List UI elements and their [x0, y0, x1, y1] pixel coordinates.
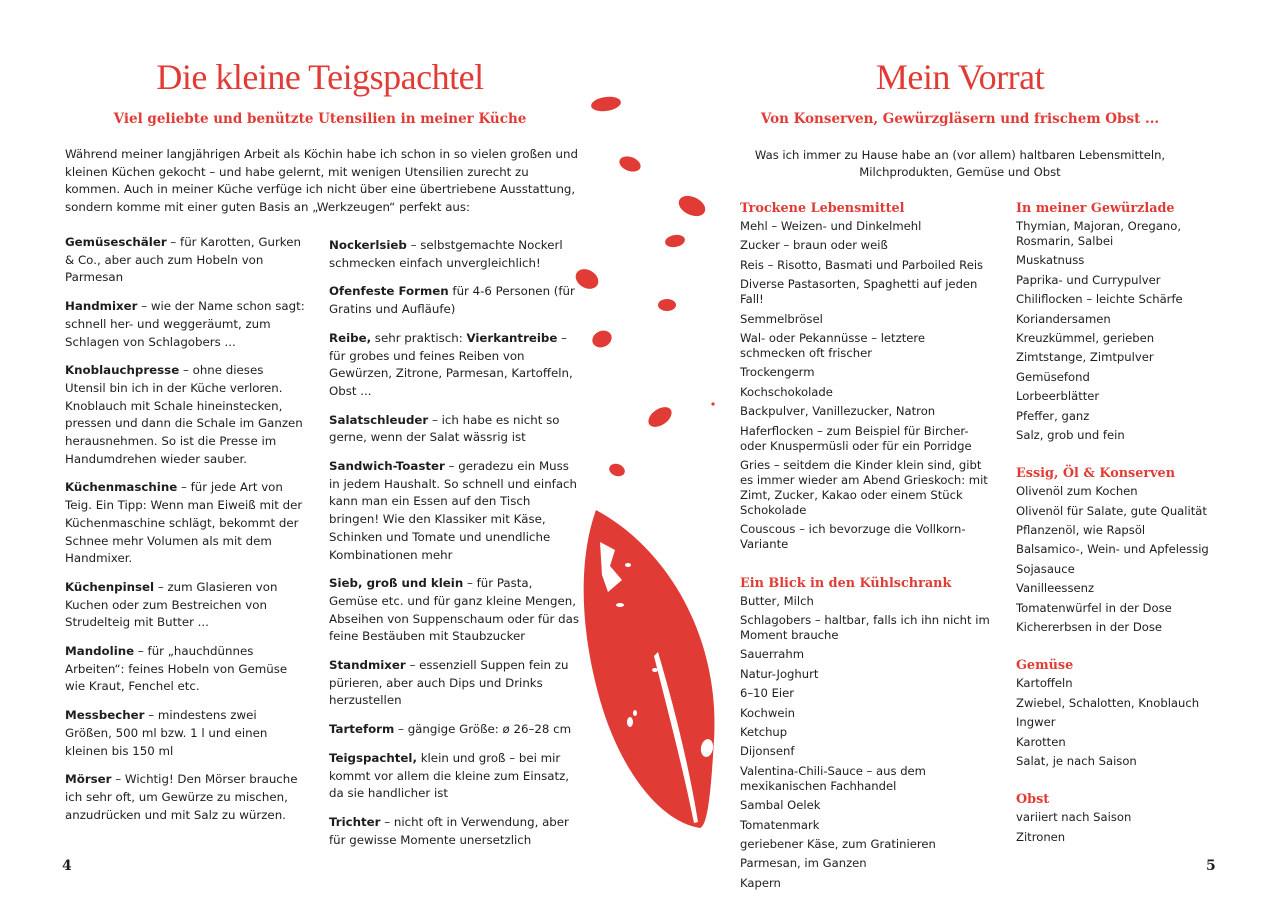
- utensil-description: – für Karotten, Gurken & Co., aber auch zum Hobeln von Parmesan: [65, 235, 301, 285]
- pantry-item: Vanilleessenz: [1016, 581, 1095, 596]
- utensil-entry: [329, 750, 581, 803]
- pantry-item: Salat, je nach Saison: [1016, 753, 1137, 768]
- left-page-intro: Während meiner langjährigen Arbeit als Köchin habe ich schon in so vielen großen und kleinen Küchen gekocht – und habe gelernt, mit wenigen Utensilien zurecht zu kommen. Auch in meiner Küche verfüge ich nicht über eine übertriebene Ausstattung, sondern komme mit einer guten Basis an „Werkzeugen“ perfekt aus:: [65, 147, 578, 215]
- petal-shape: [645, 403, 675, 431]
- pantry-item: Tomatenmark: [740, 817, 820, 832]
- utensil-name: Sieb, groß und klein: [329, 576, 464, 591]
- utensil-entry: [65, 579, 305, 632]
- utensil-entry: [65, 771, 305, 824]
- leaf-speck: [652, 668, 658, 672]
- pantry-item: Couscous – ich bevorzuge die Vollkorn-Variante: [740, 522, 966, 552]
- utensil-name: Gemüseschäler: [65, 235, 167, 249]
- utensil-name: Vierkantreibe: [466, 330, 558, 345]
- utensil-description: – für grobes und feines Reiben von Gewürzen, Zitrone, Parmesan, Kartoffeln, Obst ...: [329, 330, 573, 398]
- section-heading: In meiner Gewürzlade: [1016, 201, 1175, 216]
- right-page-intro: Was ich immer zu Hause habe an (vor allem) haltbaren Lebensmitteln, Milchprodukten, Gemüse und Obst: [754, 148, 1166, 179]
- petal-shape: [607, 462, 626, 479]
- pantry-item: Sambal Oelek: [740, 798, 821, 813]
- utensil-description: sehr praktisch:: [371, 330, 467, 345]
- pantry-item: Karotten: [1016, 734, 1066, 749]
- pantry-item: Dijonsenf: [740, 744, 795, 759]
- leaf-speck: [633, 710, 637, 716]
- pantry-item: Thymian, Majoran, Oregano, Rosmarin, Salbei: [1016, 219, 1182, 248]
- leaf-speck: [616, 603, 624, 607]
- utensil-name: Messbecher: [65, 708, 145, 723]
- pantry-item: geriebener Käse, zum Gratinieren: [740, 836, 936, 851]
- petal-shape: [664, 233, 686, 248]
- leaf-speck: [625, 563, 631, 567]
- pantry-item: Sauerrahm: [740, 647, 805, 662]
- pantry-item: Diverse Pastasorten, Spaghetti auf jeden Fall!: [740, 277, 978, 307]
- petal-shape: [617, 154, 642, 175]
- utensil-description: – mindestens zwei Größen, 500 ml bzw. 1 l und einen kleinen bis 150 ml: [65, 708, 268, 758]
- pantry-item: Kochwein: [740, 705, 796, 720]
- utensil-description: – selbstgemachte Nockerl schmecken einfach unvergleichlich!: [329, 238, 563, 270]
- utensil-entry: [329, 657, 581, 710]
- pantry-item: Backpulver, Vanillezucker, Natron: [740, 404, 936, 419]
- utensil-description: – gängige Größe: ø 26–28 cm: [394, 722, 572, 737]
- page-number-right: 5: [1206, 858, 1216, 874]
- utensil-description: – geradezu ein Muss in jedem Haushalt. So schnell und einfach kann man ein Essen auf den Tisch bringen! Wie den Klassiker mit Käse, Schinken und Tomate und unendliche Kombinationen mehr: [329, 459, 578, 562]
- utensil-name: Küchenmaschine: [65, 480, 178, 495]
- pantry-item: Butter, Milch: [740, 593, 814, 608]
- utensil-description: – wie der Name schon sagt: schnell her- und weggeräumt, zum Schlagen von Schlagobers ...: [65, 299, 305, 349]
- pantry-item: Zitronen: [1016, 829, 1066, 844]
- pantry-item: Parmesan, im Ganzen: [740, 856, 867, 871]
- utensil-entry: [65, 479, 305, 568]
- utensil-entry: [329, 283, 581, 318]
- utensil-name: Ofenfeste Formen: [329, 284, 449, 299]
- utensil-name: Teigspachtel,: [329, 750, 417, 765]
- utensil-name: Handmixer: [65, 299, 138, 314]
- pantry-item: Zwiebel, Schalotten, Knoblauch: [1016, 695, 1200, 710]
- utensil-description: – für Pasta, Gemüse etc. und für ganz kleine Mengen, Abseihen von Suppenschaum oder für das feine Bestäuben mit Staubzucker: [329, 576, 580, 644]
- utensils-column-2: [329, 237, 581, 860]
- utensils-column-1: [65, 234, 305, 835]
- pantry-item: Ketchup: [740, 725, 788, 740]
- utensil-name: Sandwich-Toaster: [329, 459, 445, 474]
- pantry-item: Tomatenwürfel in der Dose: [1016, 600, 1172, 615]
- utensil-name: Mandoline: [65, 644, 135, 659]
- pantry-item: Salz, grob und fein: [1016, 427, 1125, 442]
- petal-shape: [590, 95, 622, 113]
- utensil-entry: [329, 412, 581, 447]
- pantry-column-2: [1016, 200, 1216, 849]
- pantry-item: Ingwer: [1016, 715, 1056, 730]
- utensil-name: Salatschleuder: [329, 412, 429, 427]
- page-number-left: 4: [62, 858, 72, 874]
- right-page-subtitle: Von Konserven, Gewürzgläsern und frischem Obst ...: [760, 111, 1160, 127]
- utensil-entry: [65, 234, 305, 287]
- pantry-item: variiert nach Saison: [1016, 810, 1132, 825]
- pantry-item: Pfeffer, ganz: [1016, 408, 1090, 423]
- utensil-description: – zum Glasieren von Kuchen oder zum Bestreichen von Strudelteig mit Butter ...: [65, 579, 278, 630]
- petal-shape: [572, 265, 602, 293]
- pantry-item: Mehl – Weizen- und Dinkelmehl: [740, 219, 922, 233]
- utensil-entry: [65, 362, 305, 468]
- pantry-item: Paprika- und Currypulver: [1016, 272, 1161, 287]
- pantry-item: Natur-Joghurt: [740, 666, 819, 681]
- utensil-name: Tarteform: [329, 722, 395, 737]
- utensil-description: – für jede Art von Teig. Ein Tipp: Wenn man Eiweiß mit der Küchenmaschine schlägt, bekommt der Schnee mehr Volumen als mit dem Handmixer.: [65, 480, 303, 566]
- pantry-item: Wal- oder Pekannüsse – letztere schmecken oft frischer: [740, 330, 926, 360]
- pantry-item: Semmelbrösel: [740, 311, 823, 326]
- section-heading: Ein Blick in den Kühlschrank: [740, 575, 952, 591]
- utensil-description: – ich habe es nicht so gerne, wenn der Salat wässrig ist: [329, 412, 560, 445]
- pantry-item: Olivenöl für Salate, gute Qualität: [1016, 503, 1207, 518]
- leaf-illustration: [560, 80, 740, 840]
- utensil-entry: [329, 330, 581, 401]
- left-page-title: Die kleine Teigspachtel: [156, 57, 484, 97]
- left-page-subtitle: Viel geliebte und benützte Utensilien in meiner Küche: [113, 111, 527, 127]
- section-heading: Gemüse: [1016, 658, 1074, 674]
- pantry-item: Muskatnuss: [1016, 253, 1085, 268]
- pantry-item: Valentina-Chili-Sauce – aus dem mexikanischen Fachhandel: [740, 763, 926, 793]
- pantry-item: Reis – Risotto, Basmati und Parboiled Reis: [740, 257, 984, 272]
- utensil-description: – Wichtig! Den Mörser brauche ich sehr oft, um Gewürze zu mischen, anzudrücken und mit Salz zu würzen.: [65, 772, 298, 822]
- pantry-item: Sojasauce: [1016, 561, 1075, 576]
- petal-shape: [590, 328, 615, 351]
- utensil-entry: [329, 814, 581, 849]
- pantry-item: Kreuzkümmel, gerieben: [1016, 330, 1155, 345]
- utensil-name: Mörser: [65, 772, 112, 787]
- utensil-description: – essenziell Suppen fein zu pürieren, aber auch Dips und Drinks herzustellen: [329, 658, 569, 708]
- pantry-item: Kochschokolade: [740, 384, 833, 399]
- utensil-description: – für „hauchdünnes Arbeiten“: feines Hobeln von Gemüse wie Kraut, Fenchel etc.: [65, 644, 288, 694]
- utensil-description: – ohne dieses Utensil bin ich in der Küche verloren. Knoblauch mit Schale hineinstecken, pressen und dann die Schale im Ganzen herausnehmen. So ist die Presse im Handumdrehen wieder sauber.: [65, 363, 303, 466]
- utensil-description: für 4-6 Personen (für Gratins und Aufläufe): [329, 284, 575, 317]
- pantry-item: Olivenöl zum Kochen: [1016, 484, 1138, 499]
- utensil-entry: [329, 237, 581, 272]
- pantry-item: Trockengerm: [740, 365, 815, 380]
- pantry-item: Schlagobers – haltbar, falls ich ihn nicht im Moment brauche: [740, 613, 990, 643]
- utensil-name: Standmixer: [329, 658, 406, 673]
- pantry-item: Kapern: [740, 875, 781, 890]
- pantry-item: Koriandersamen: [1016, 311, 1111, 326]
- utensil-name: Knoblauchpresse: [65, 363, 180, 378]
- utensil-entry: [329, 458, 581, 564]
- pantry-item: Kartoffeln: [1016, 676, 1073, 691]
- petal-dot: [711, 402, 714, 405]
- pantry-item: Balsamico-, Wein- und Apfelessig: [1016, 542, 1209, 557]
- utensil-entry: [65, 643, 305, 696]
- section-heading: Essig, Öl & Konserven: [1016, 466, 1176, 482]
- petal-shape: [676, 192, 709, 220]
- pantry-item: Zucker – braun oder weiß: [740, 238, 888, 253]
- leaf-speck: [627, 717, 633, 727]
- pantry-item: Lorbeerblätter: [1016, 389, 1100, 404]
- utensil-name: Küchenpinsel: [65, 579, 155, 594]
- pantry-column-1: [740, 200, 990, 895]
- pantry-item: Kichererbsen in der Dose: [1016, 620, 1163, 635]
- utensil-entry: [329, 575, 581, 646]
- pantry-item: Gemüsefond: [1016, 369, 1090, 384]
- petal-shape: [658, 299, 676, 311]
- pantry-item: Pflanzenöl, wie Rapsöl: [1016, 523, 1146, 538]
- utensil-entry: [65, 298, 305, 351]
- pantry-item: Gries – seitdem die Kinder klein sind, gibt es immer wieder am Abend Grieskoch: mit Zimt, Zucker, Kakao oder einem Stück Schokolade: [740, 457, 988, 517]
- section-heading: Trockene Lebensmittel: [740, 201, 905, 216]
- utensil-description: klein und groß – bei mir kommt vor allem die kleine zum Einsatz, da sie handlicher ist: [329, 750, 570, 801]
- pantry-item: 6–10 Eier: [740, 686, 795, 701]
- utensil-description: – nicht oft in Verwendung, aber für gewisse Momente unersetzlich: [329, 814, 569, 847]
- section-heading: Obst: [1016, 792, 1050, 808]
- pantry-item: Haferflocken – zum Beispiel für Bircher- oder Knuspermüsli oder für ein Porridge: [740, 423, 972, 453]
- utensil-entry: [329, 721, 581, 739]
- utensil-name: Reibe,: [329, 330, 372, 345]
- pantry-item: Chiliflocken – leichte Schärfe: [1016, 292, 1183, 307]
- utensil-entry: [65, 707, 305, 760]
- utensil-name: Nockerlsieb: [329, 238, 407, 252]
- right-page-title: Mein Vorrat: [875, 57, 1045, 97]
- utensil-name: Trichter: [329, 814, 381, 829]
- pantry-item: Zimtstange, Zimtpulver: [1016, 350, 1154, 365]
